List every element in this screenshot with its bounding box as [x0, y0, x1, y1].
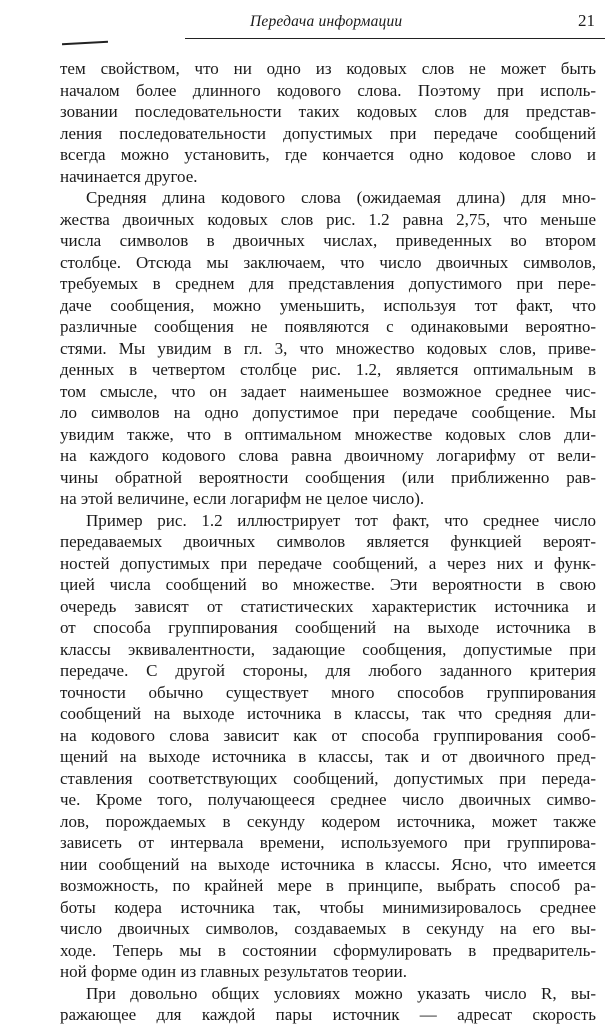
text-line: ления последовательности допустимых при передаче сообщений	[60, 123, 596, 143]
text-line: ходе. Теперь мы в состоянии сформулировать в предваритель-	[60, 940, 596, 960]
text-line: чины обратной вероятности сообщения (или приближенно рав-	[60, 467, 596, 487]
text-line: че. Кроме того, получающееся среднее число двоичных симво-	[60, 790, 596, 809]
text-line: ностей допустимых при передаче сообщений, а через них и функ-	[60, 553, 596, 573]
text-line: началом более длинного кодового слова. Поэтому при исполь-	[60, 80, 596, 100]
text-line: классы эквивалентности, задающие сообщения, допустимые при	[60, 639, 596, 659]
text-line: точности обычно существует много способов группирования	[60, 682, 596, 702]
text-line: требуемых в среднем для представления допустимого при пере-	[60, 274, 596, 293]
text-line: возможность, по крайней мере в принципе, выбрать способ ра-	[60, 876, 596, 895]
paragraph	[60, 187, 596, 510]
text-line: от способа группирования сообщений на выходе источника в	[60, 618, 596, 637]
header-rule	[185, 38, 605, 39]
paragraph	[60, 58, 596, 187]
text-line: на каждого кодового слова равна двоичному логарифму от вели-	[60, 446, 596, 465]
text-line: на этой величине, если логарифм не целое число).	[60, 489, 425, 508]
text-line: жества двоичных кодовых слов рис. 1.2 равна 2,75, что меньше	[60, 209, 596, 229]
text-line: ной форме один из главных результатов теории.	[60, 962, 407, 981]
text-line: Средняя длина кодового слова (ожидаемая длина) для мно-	[86, 188, 596, 207]
page-number: 21	[578, 11, 595, 30]
margin-pen-mark	[62, 41, 108, 45]
text-line: лов, порождаемых в секунду кодером источника, может также	[60, 811, 596, 831]
text-line: передаче. С другой стороны, для любого заданного критерия	[60, 661, 596, 680]
text-line: цией числа сообщений во множестве. Эти вероятности в свою	[60, 575, 596, 594]
text-line: сообщений на выходе источника в классы, так что средняя дли-	[60, 704, 596, 723]
text-line: зависеть от интервала времени, используемого при группирова-	[60, 833, 596, 852]
text-line: ставления соответствующих сообщений, допустимых при переда-	[60, 768, 596, 788]
text-line: нии сообщений на выходе источника в классы. Ясно, что имеется	[60, 854, 596, 874]
text-line: щений на выходе источника в классы, так и от двоичного пред-	[60, 747, 596, 766]
text-line: ло символов на одно допустимое при передаче сообщение. Мы	[60, 403, 596, 422]
text-line: ражающее для каждой пары источник — адресат скорость	[60, 1005, 596, 1024]
text-line: различные сообщения не появляются с одинаковыми вероятно-	[60, 317, 596, 336]
paragraph	[60, 510, 596, 983]
text-line: очередь зависят от статистических характеристик источника и	[60, 596, 596, 616]
text-line: тем свойством, что ни одно из кодовых слов не может быть	[60, 59, 596, 78]
text-line: Пример рис. 1.2 иллюстрирует тот факт, что среднее число	[86, 510, 596, 530]
text-line: стями. Мы увидим в гл. 3, что множество кодовых слов, приве-	[60, 338, 596, 358]
text-line: столбце. Отсюда мы заключаем, что число двоичных символов,	[60, 252, 596, 272]
text-line: зовании последовательности таких кодовых слов для представ-	[60, 102, 596, 121]
text-line: увидим также, что в оптимальном множестве кодовых слов дли-	[60, 424, 596, 444]
text-line: денных в четвертом столбце рис. 1.2, является оптимальным в	[60, 360, 596, 379]
text-line: передаваемых двоичных символов является функцией вероят-	[60, 532, 596, 551]
text-line: При довольно общих условиях можно указать число R, вы-	[86, 983, 596, 1003]
body-text	[60, 58, 596, 1026]
text-line: боты кодера источника так, чтобы минимизировалось среднее	[60, 897, 596, 917]
text-line: числа символов в двоичных числах, приведенных во втором	[60, 231, 596, 250]
text-line: число двоичных символов, создаваемых в секунду на его вы-	[60, 919, 596, 938]
text-line: даче сообщения, можно уменьшить, используя тот факт, что	[60, 295, 596, 315]
text-line: начинается другое.	[60, 166, 198, 186]
running-header-title: Передача информации	[250, 13, 403, 30]
paragraph	[60, 983, 596, 1026]
text-line: всегда можно установить, где кончается одно кодовое слово и	[60, 145, 596, 164]
text-line: на кодового слова зависит как от способа группирования сооб-	[60, 725, 596, 745]
text-line: том смысле, что он задает наименьшее возможное среднее чис-	[60, 381, 596, 401]
